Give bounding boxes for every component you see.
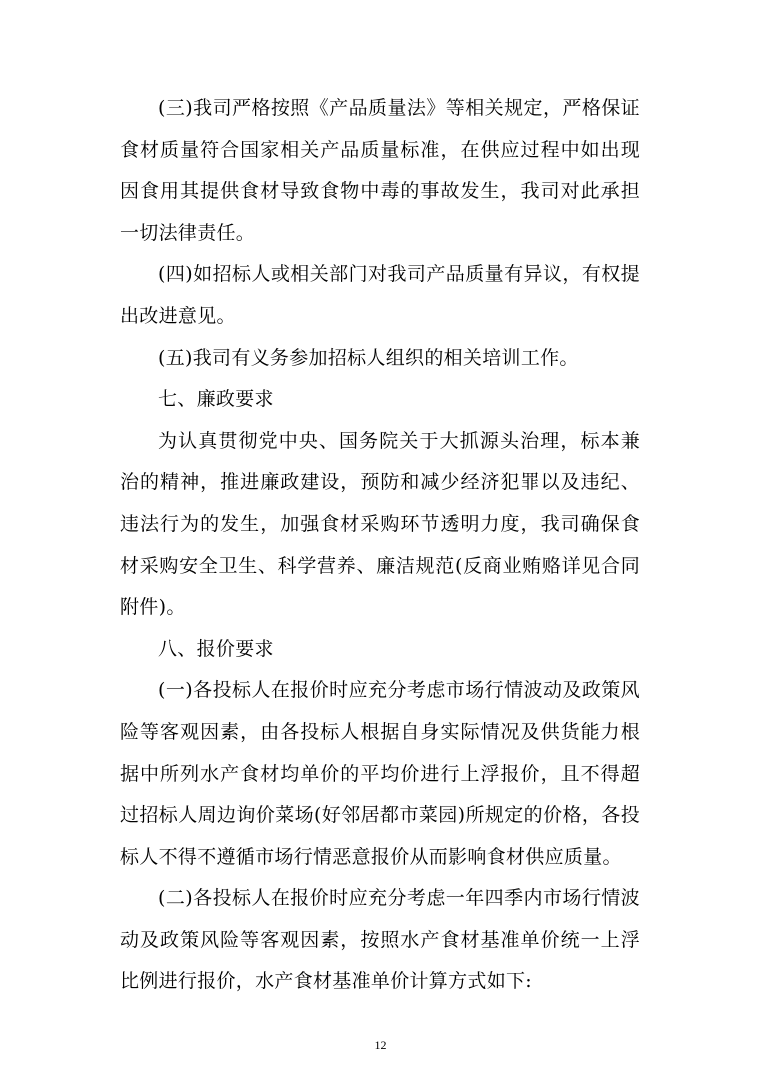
paragraph-quotation-1: (一)各投标人在报价时应充分考虑市场行情波动及政策风险等客观因素，由各投标人根据自身实际情况及供货能力根据中所列水产食材均单价的平均价进行上浮报价，且不得超过招标人周边询价菜场(好邻居都市菜园)所规定的价格，各投标人不得不遵循市场行情恶意报价从而影响食材供应质量。 xyxy=(120,679,640,868)
paragraph-training: (五)我司有义务参加招标人组织的相关培训工作。 xyxy=(158,346,579,369)
section-heading-integrity: 七、廉政要求 xyxy=(158,388,274,411)
section-heading-quotation: 八、报价要求 xyxy=(158,637,274,660)
paragraph-quality-objection: (四)如招标人或相关部门对我司产品质量有异议，有权提出改进意见。 xyxy=(120,263,640,327)
paragraph-quotation-2: (二)各投标人在报价时应充分考虑一年四季内市场行情波动及政策风险等客观因素，按照水产食材基准单价统一上浮比例进行报价，水产食材基准单价计算方式如下: xyxy=(120,887,640,993)
document-body xyxy=(120,88,640,1003)
page-number: 12 xyxy=(374,1038,387,1052)
paragraph-integrity: 为认真贯彻党中央、国务院关于大抓源头治理，标本兼治的精神，推进廉政建设，预防和减少经济犯罪以及违纪、违法行为的发生，加强食材采购环节透明力度，我司确保食材采购安全卫生、科学营养、廉洁规范(反商业贿赂详见合同附件)。 xyxy=(120,429,640,619)
paragraph-quality-liability: (三)我司严格按照《产品质量法》等相关规定，严格保证食材质量符合国家相关产品质量标准，在供应过程中如出现因食用其提供食材导致食物中毒的事故发生，我司对此承担一切法律责任。 xyxy=(120,97,640,244)
